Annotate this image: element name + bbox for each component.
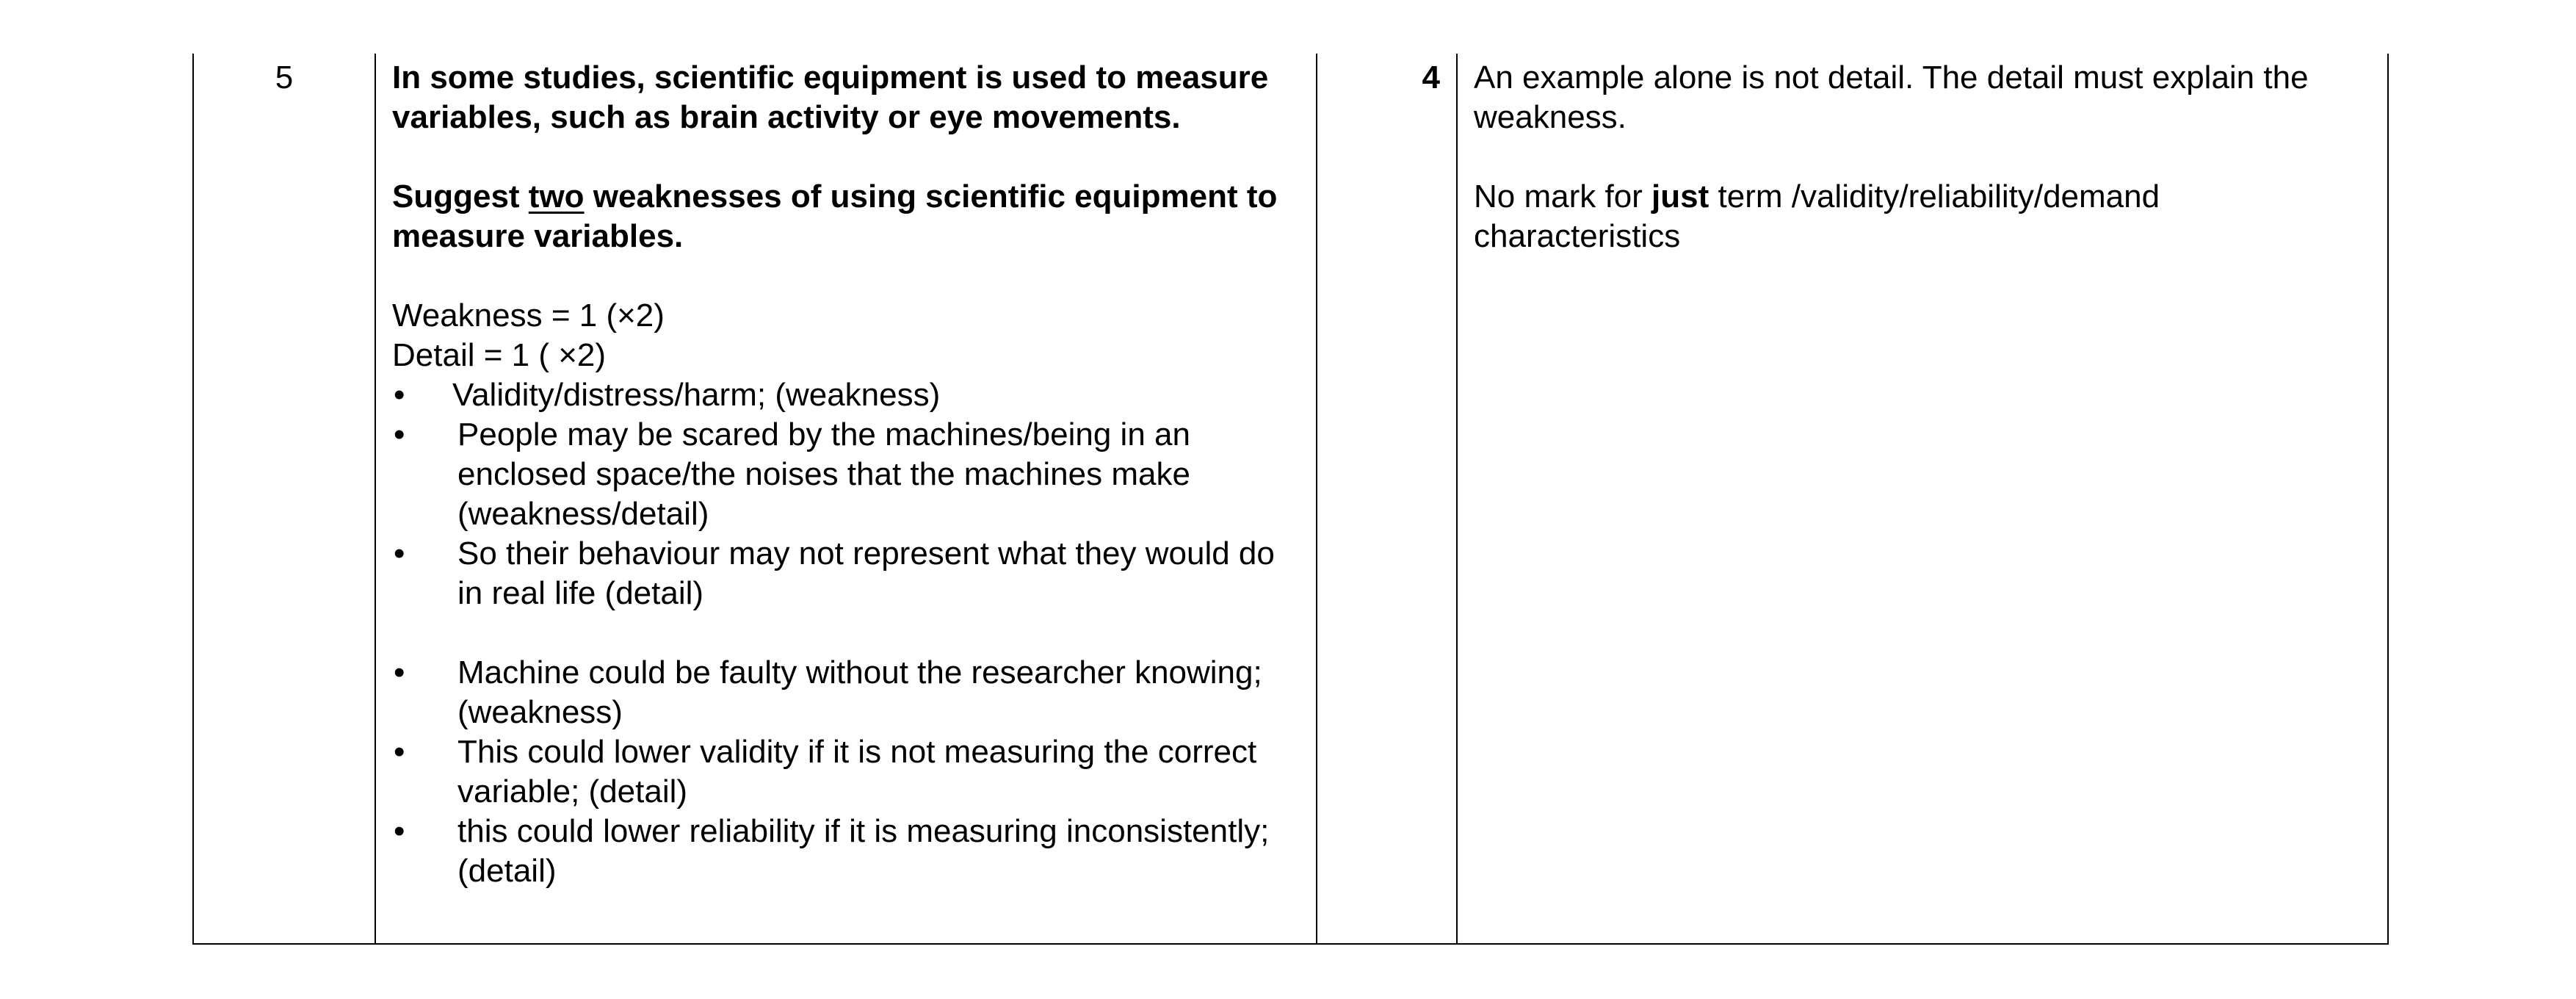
- instruction-after: weaknesses of using scientific equipment to measure variables.: [392, 178, 1278, 254]
- guidance-line-2: [1474, 177, 2373, 256]
- instruction-before: Suggest: [392, 178, 529, 214]
- mark-scheme-table: [192, 54, 2389, 945]
- instruction-underlined: two: [528, 178, 585, 214]
- question-number: 5: [275, 59, 294, 95]
- guidance-after: term /validity/reliability/demand characteristics: [1474, 178, 2160, 254]
- question-number-cell: [193, 54, 375, 944]
- detail-line: Detail = 1 ( ×2): [392, 337, 607, 373]
- guidance-bold: just: [1651, 178, 1710, 214]
- bullet-icon: •: [394, 416, 405, 452]
- guidance-cell: [1457, 54, 2388, 944]
- list-item: [392, 534, 1301, 613]
- list-item-text: this could lower reliability if it is measuring inconsistently; (detail): [457, 813, 1270, 889]
- bullet-icon: •: [394, 813, 405, 849]
- list-item: [392, 415, 1301, 534]
- guidance-line-1: An example alone is not detail. The detail must explain the weakness.: [1474, 59, 2309, 135]
- marks-cell: [1317, 54, 1457, 944]
- list-item-text: Machine could be faulty without the researcher knowing; (weakness): [457, 654, 1262, 730]
- weakness-line: Weakness = 1 (×2): [392, 297, 665, 333]
- list-item: [392, 812, 1301, 891]
- bullet-icon: •: [394, 535, 405, 571]
- bullet-list-2: [392, 653, 1301, 891]
- list-item-text: People may be scared by the machines/being in an enclosed space/the noises that the machines make (weakness/detail): [457, 416, 1190, 532]
- question-stem: In some studies, scientific equipment is used to measure variables, such as brain activity or eye movements.: [392, 59, 1269, 135]
- list-item-text: Validity/distress/harm; (weakness): [452, 377, 941, 413]
- bullet-list-1: [392, 375, 1301, 613]
- table-row: [193, 54, 2388, 944]
- question-instruction: [392, 177, 1301, 256]
- guidance-before: No mark for: [1474, 178, 1652, 214]
- bullet-icon: •: [394, 377, 405, 413]
- list-item: [392, 653, 1301, 732]
- list-item: [392, 732, 1301, 812]
- list-item-text: This could lower validity if it is not measuring the correct variable; (detail): [457, 734, 1257, 809]
- question-cell: [375, 54, 1317, 944]
- list-item: [392, 375, 1301, 415]
- list-item-text: So their behaviour may not represent what they would do in real life (detail): [457, 535, 1275, 611]
- bullet-icon: •: [394, 734, 405, 770]
- bullet-icon: •: [394, 654, 405, 690]
- marks-value: 4: [1422, 59, 1440, 95]
